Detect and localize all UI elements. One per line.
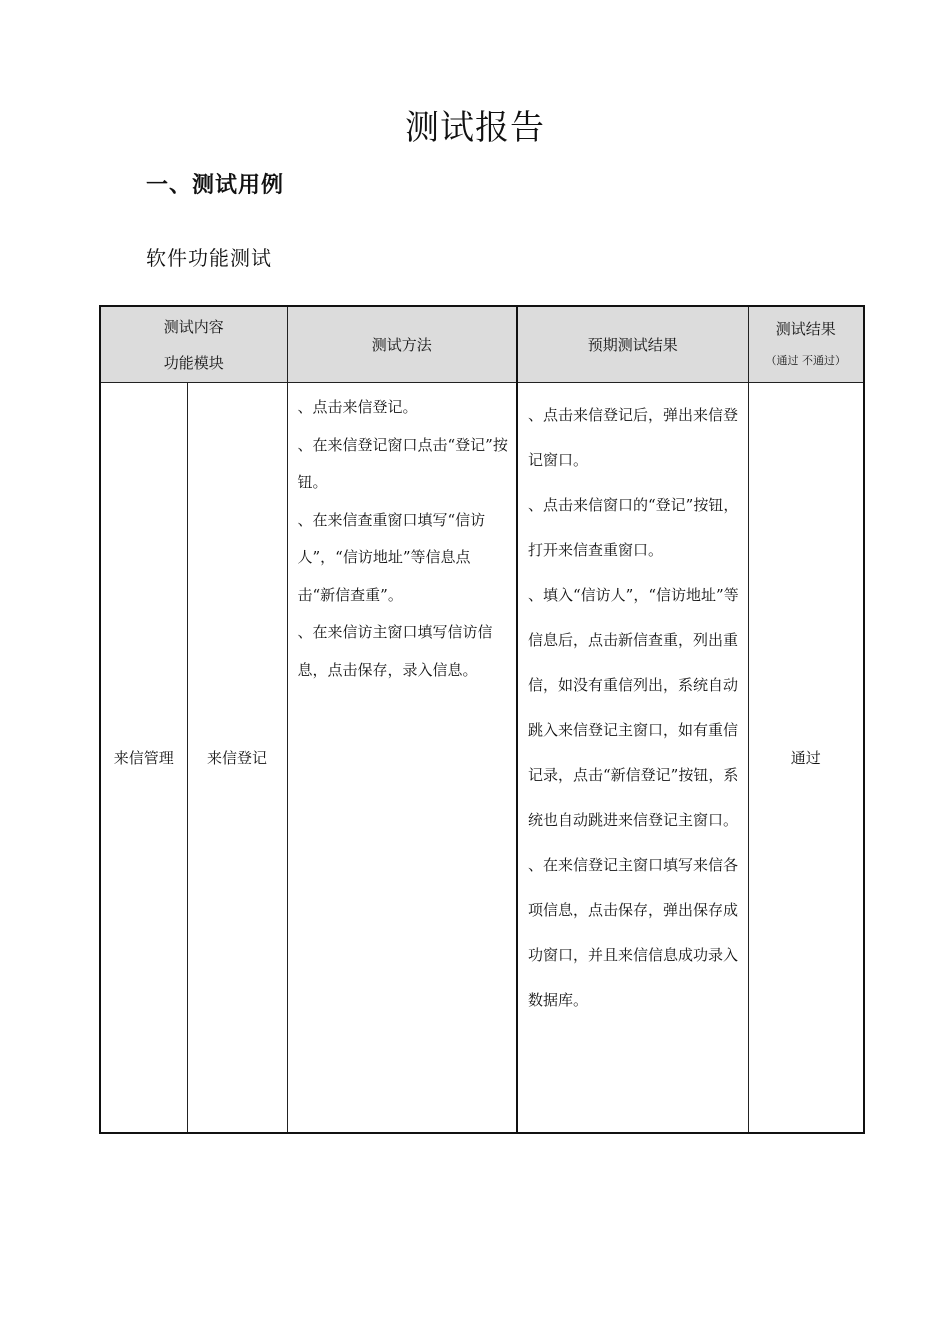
section-heading: 一、测试用例 (146, 173, 285, 198)
document-title: 测试报告 (405, 108, 545, 148)
test-case-table (99, 305, 865, 1134)
header-module-label: 功能模块 (163, 353, 224, 372)
result-cell: 通过 (748, 383, 864, 1134)
expected-cell (517, 383, 748, 1134)
expected-item: 、在来信登记主窗口填写来信各项信息，点击保存，弹出保存成功窗口，并且来信信息成功录入数据库。 (528, 856, 739, 1009)
step-item: 、点击来信登记。 (297, 398, 418, 416)
subsection-heading: 软件功能测试 (146, 246, 272, 270)
module-cell: 来信管理 (100, 383, 187, 1134)
header-expected: 预期测试结果 (517, 306, 748, 383)
step-item: 、在来信访主窗口填写信访信息，点击保存，录入信息。 (297, 623, 493, 679)
table-header-row (100, 306, 864, 383)
table-row (100, 383, 864, 1134)
header-result-sub-label: （通过 不通过） (765, 353, 847, 367)
expected-item: 、点击来信窗口的“登记”按钮，打开来信查重窗口。 (528, 496, 739, 559)
header-result (748, 306, 864, 383)
step-item: 、在来信登记窗口点击“登记”按钮。 (297, 435, 508, 491)
header-content-label: 测试内容 (163, 317, 224, 336)
header-content-module (100, 306, 287, 383)
expected-item: 、点击来信登记后，弹出来信登记窗口。 (528, 406, 739, 469)
step-item: 、在来信查重窗口填写“信访人”，“信访地址”等信息点击“新信查重”。 (297, 510, 486, 604)
expected-item: 、填入“信访人”，“信访地址”等信息后，点击新信查重，列出重信，如没有重信列出，系统自动跳入来信登记主窗口，如有重信记录，点击“新信登记”按钮，系统也自动跳进来信登记主窗口。 (528, 586, 739, 829)
header-method: 测试方法 (287, 306, 517, 383)
steps-cell (287, 383, 517, 1134)
header-result-label: 测试结果 (775, 319, 836, 338)
function-cell: 来信登记 (187, 383, 287, 1134)
